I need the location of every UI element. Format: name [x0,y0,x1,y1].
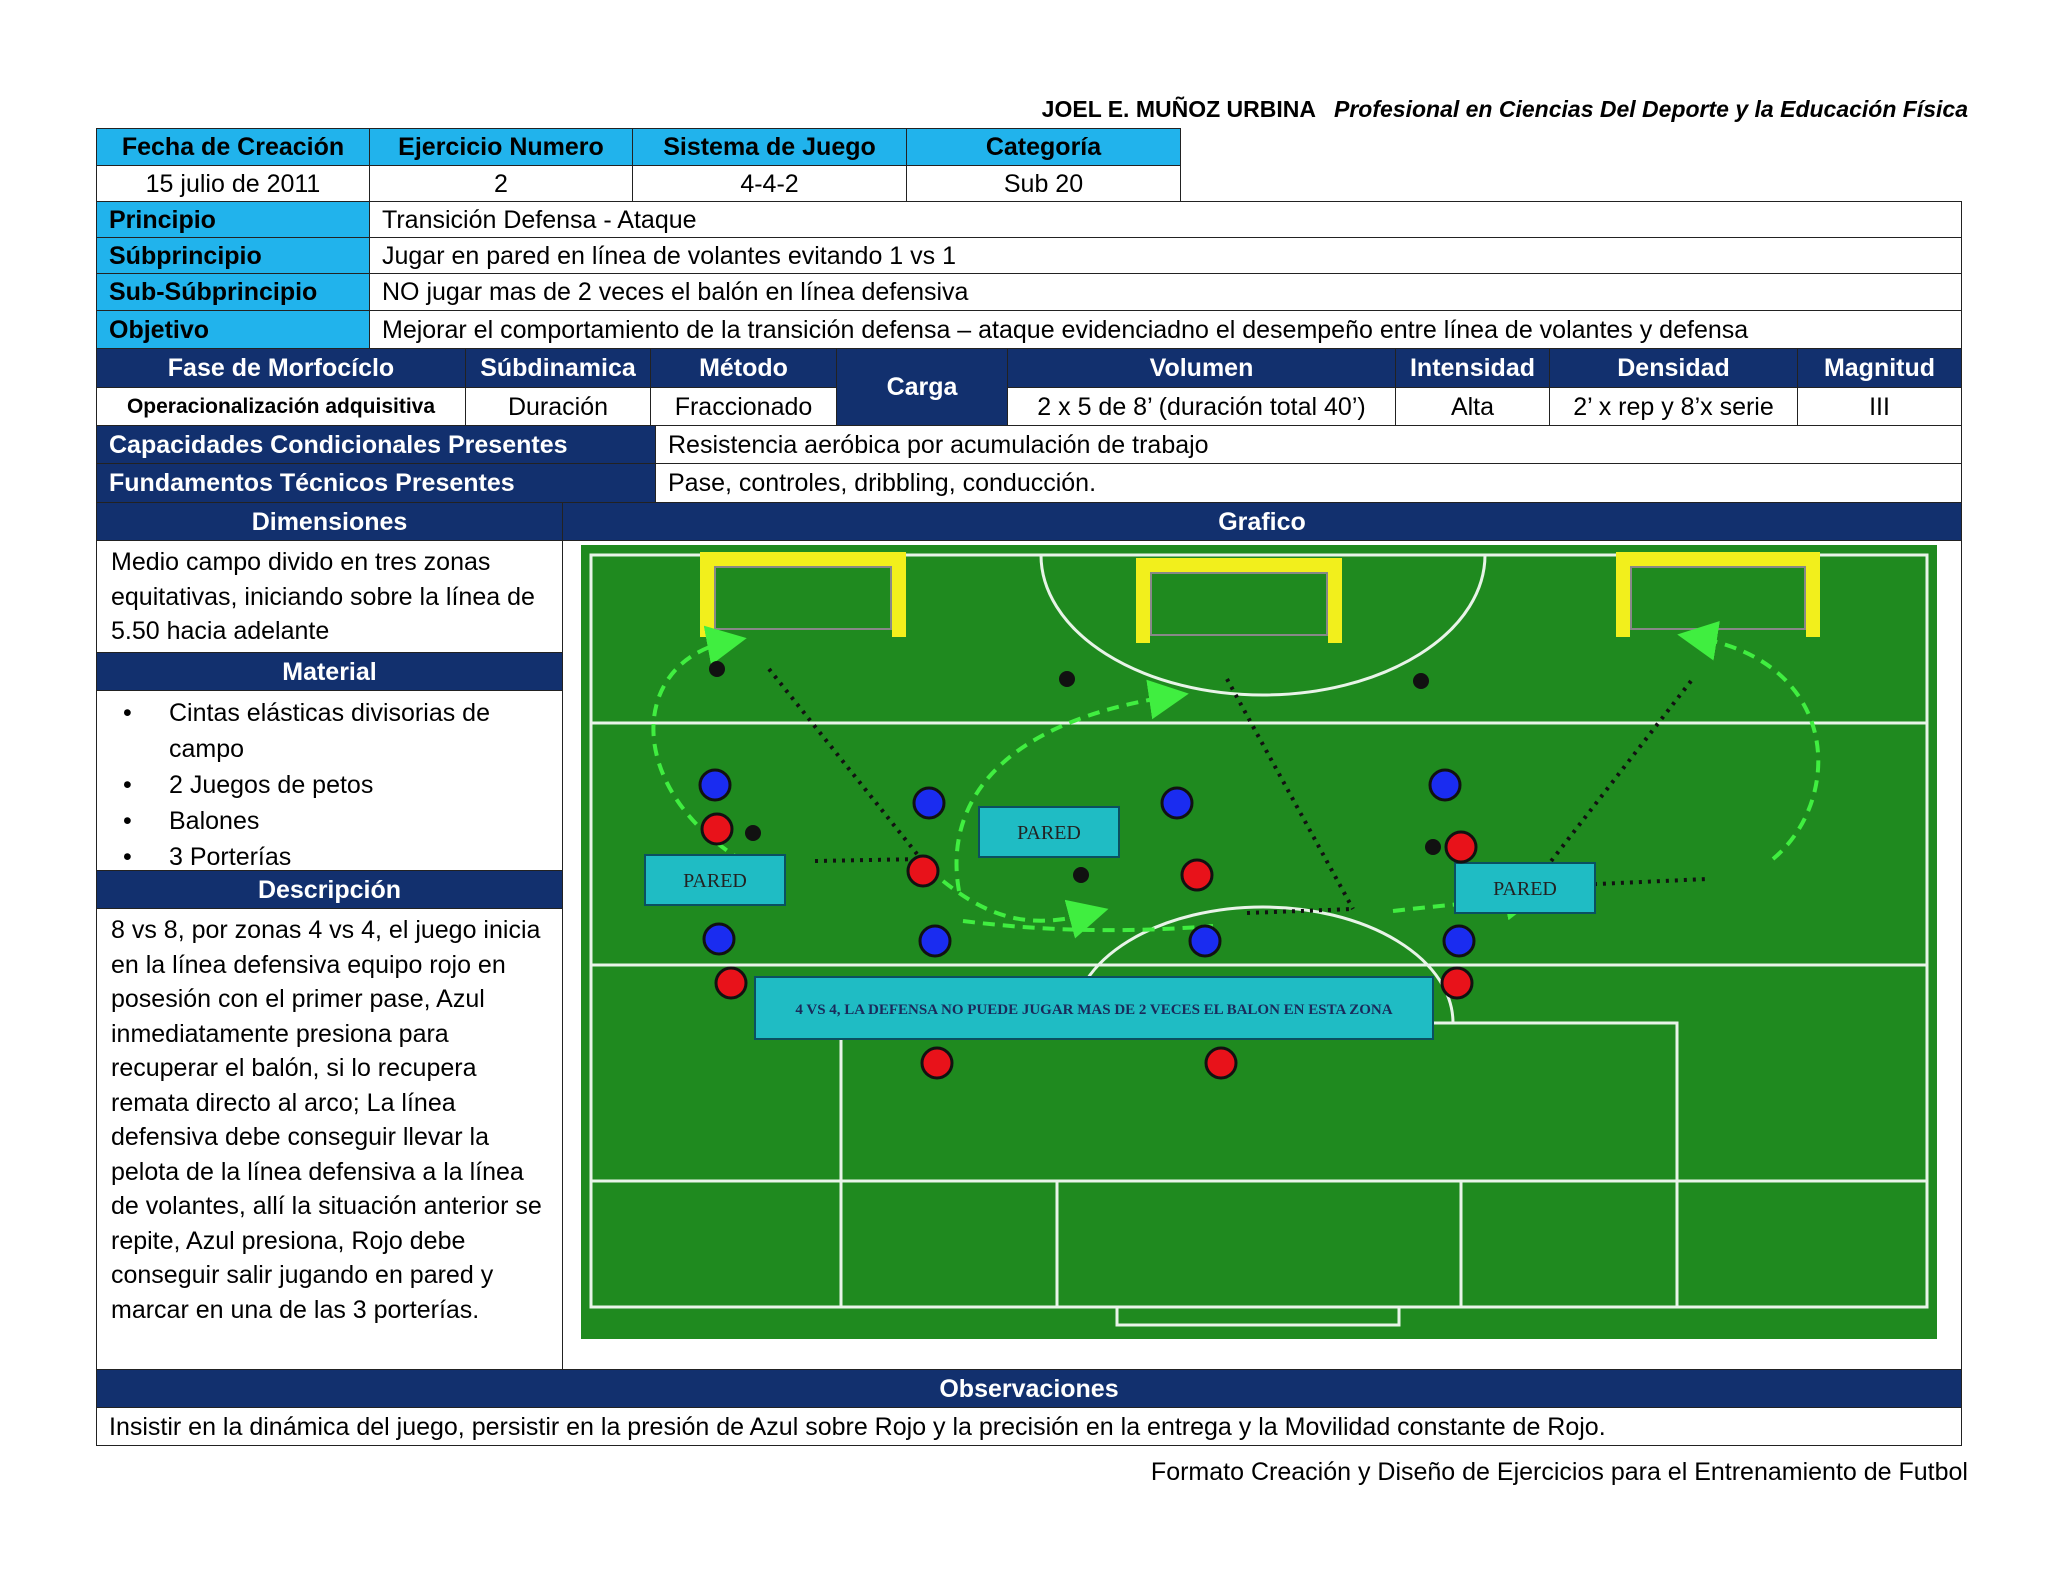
material-list [109,695,550,871]
svg-text:PARED: PARED [683,870,747,892]
capacidades-label: Capacidades Condicionales Presentes [96,425,656,464]
author-name: JOEL E. MUÑOZ URBINA [1041,96,1316,122]
subsubprincipio-value: NO jugar mas de 2 veces el balón en línea defensiva [369,273,1962,311]
volumen-label: Volumen [1007,348,1396,388]
svg-text:PARED: PARED [1017,822,1081,844]
capacidades-value: Resistencia aeróbica por acumulación de trabajo [655,425,1962,464]
observaciones-label: Observaciones [96,1369,1962,1408]
dimensiones-label: Dimensiones [96,502,563,541]
fase-label: Fase de Morfocíclo [96,348,466,388]
value-fecha: 15 julio de 2011 [96,165,370,202]
descripcion-text: 8 vs 8, por zonas 4 vs 4, el juego inicia en la línea defensiva equipo rojo en posesión con el primer pase, Azul inmediatamente presiona para recuperar el balón, si lo recupera remata directo al arco; La línea defensiva debe conseguir llevar la pelota de la línea defensiva a la línea de volantes, allí la situación anterior se repite, Azul presiona, Rojo debe conseguir salir jugando en pared y marcar en una de las 3 porterías. [96,908,563,1370]
subprincipio-value: Jugar en pared en línea de volantes evitando 1 vs 1 [369,237,1962,274]
page-header [1042,96,1968,123]
svg-text:4 VS 4, LA DEFENSA NO PUEDE JU: 4 VS 4, LA DEFENSA NO PUEDE JUGAR MAS DE 2 VECES EL BALON EN ESTA ZONA [795,1002,1393,1018]
densidad-value: 2’ x rep y 8’x serie [1549,387,1798,426]
page-footer: Formato Creación y Diseño de Ejercicios para el Entrenamiento de Futbol [1150,1458,1968,1486]
value-categoria: Sub 20 [906,165,1181,202]
material-label: Material [96,652,563,691]
intensidad-value: Alta [1395,387,1550,426]
grafico-box [562,540,1962,1370]
carga-label: Carga [836,348,1008,426]
densidad-label: Densidad [1549,348,1798,388]
intensidad-label: Intensidad [1395,348,1550,388]
metodo-value: Fraccionado [650,387,837,426]
author-profession: Profesional en Ciencias Del Deporte y la Educación Física [1334,96,1968,122]
subdinamica-value: Duración [465,387,651,426]
pared-box-center [979,807,1119,857]
value-sistema: 4-4-2 [632,165,907,202]
subsubprincipio-label: Sub-Súbprincipio [96,273,370,311]
zone-banner [755,977,1433,1039]
pared-box-left [645,855,785,905]
objetivo-value: Mejorar el comportamiento de la transición defensa – ataque evidenciadno el desempeño entre línea de volantes y defensa [369,310,1962,349]
volumen-value: 2 x 5 de 8’ (duración total 40’) [1007,387,1396,426]
dimensiones-text: Medio campo divido en tres zonas equitativas, iniciando sobre la línea de 5.50 hacia adelante [96,540,563,653]
descripcion-label: Descripción [96,870,563,909]
fase-value: Operacionalización adquisitiva [96,387,466,426]
principio-value: Transición Defensa - Ataque [369,201,1962,238]
material-item: • Balones [169,803,550,839]
metodo-label: Método [650,348,837,388]
magnitud-value: III [1797,387,1962,426]
material-item: • 3 Porterías [169,839,550,871]
fundamentos-label: Fundamentos Técnicos Presentes [96,463,656,503]
material-item: • Cintas elásticas divisorias de campo [169,695,550,767]
pared-box-right [1455,863,1595,913]
material-list-box [96,690,563,871]
header-ejercicio: Ejercicio Numero [369,128,633,166]
observaciones-text: Insistir en la dinámica del juego, persistir en la presión de Azul sobre Rojo y la precisión en la entrega y la Movilidad constante de Rojo. [96,1407,1962,1446]
header-categoria: Categoría [906,128,1181,166]
objetivo-label: Objetivo [96,310,370,349]
header-fecha: Fecha de Creación [96,128,370,166]
magnitud-label: Magnitud [1797,348,1962,388]
pitch-area [581,545,1937,1339]
material-item: • 2 Juegos de petos [169,767,550,803]
pitch-diagram [563,541,1962,1370]
subdinamica-label: Súbdinamica [465,348,651,388]
header-sistema: Sistema de Juego [632,128,907,166]
svg-text:PARED: PARED [1493,878,1557,900]
grafico-label: Grafico [562,502,1962,541]
principio-label: Principio [96,201,370,238]
fundamentos-value: Pase, controles, dribbling, conducción. [655,463,1962,503]
subprincipio-label: Súbprincipio [96,237,370,274]
value-ejercicio: 2 [369,165,633,202]
